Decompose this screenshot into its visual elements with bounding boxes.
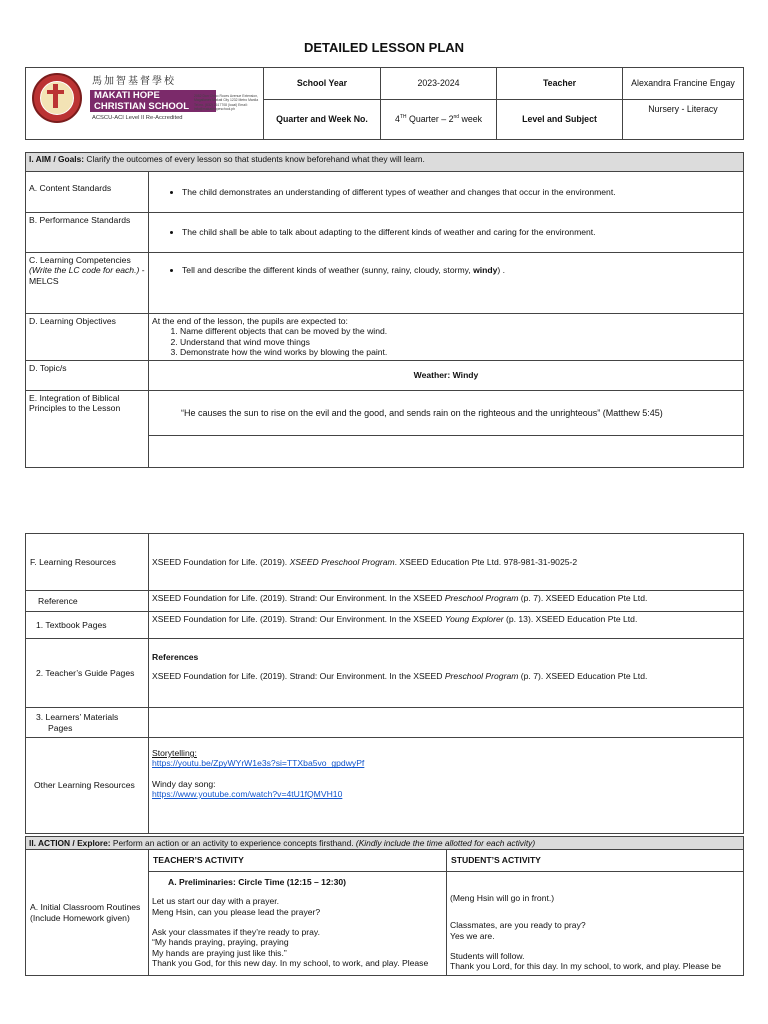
performance-standards-label: B. Performance Standards — [26, 213, 149, 253]
quarter-label: Quarter and Week No. — [264, 100, 381, 140]
other-resources — [149, 738, 744, 834]
header-table — [25, 67, 744, 140]
teacher-label: Teacher — [497, 68, 623, 100]
teachers-guide-pages: References XSEED Foundation for Life. (2019). Strand: Our Environment. In the XSEED Preschool Program (p. 7). XSEED Education Pte Ltd. — [149, 639, 744, 708]
school-name-line1: MAKATI HOPE — [90, 90, 216, 101]
action-heading: II. ACTION / Explore: Perform an action or an activity to experience concepts firsthand. (Kindly include the time allotted for each activity) — [26, 837, 744, 850]
objective-item: 3. Demonstrate how the wind works by blowing the paint. — [180, 347, 740, 357]
teacher-activity: A. Preliminaries: Circle Time (12:15 – 12:30) Let us start our day with a prayer. Meng Hsin, can you please lead the prayer? Ask your classmates if they’re ready to pray. “My hands praying, praying, praying My hands are praying just like this.” Thank you God, for this new day. In my school, to work, and play. Please — [149, 872, 447, 976]
textbook-pages-label: 1. Textbook Pages — [26, 612, 149, 639]
school-year-value: 2023-2024 — [381, 68, 497, 100]
resources-table — [25, 533, 744, 834]
learning-objectives: At the end of the lesson, the pupils are expected to: 1. Name different objects that can be moved by the wind. 2. Understand that wind move things 3. Demonstrate how the wind works by blowing the paint. — [149, 314, 744, 361]
performance-standards: • The child shall be able to talk about adapting to the different kinds of weather and caring for the environment. — [149, 213, 744, 253]
learning-resources: XSEED Foundation for Life. (2019). XSEED Preschool Program. XSEED Education Pte Ltd. 978-981-31-9025-2 — [149, 534, 744, 591]
level-label: Level and Subject — [497, 100, 623, 140]
reference-label: Reference — [26, 591, 149, 612]
textbook-pages: XSEED Foundation for Life. (2019). Strand: Our Environment. In the XSEED Young Explorer (p. 13). XSEED Education Pte Ltd. — [149, 612, 744, 639]
school-name-line2: CHRISTIAN SCHOOL — [90, 101, 216, 112]
learning-competencies-label: C. Learning Competencies (Write the LC code for each.) - MELCS — [26, 253, 149, 314]
page-title: DETAILED LESSON PLAN — [303, 40, 465, 55]
school-accreditation: ACSCU-ACI Level II Re-Accredited — [92, 115, 183, 121]
level-value: Nursery - Literacy — [623, 100, 744, 140]
school-address: 2052 Don Chino Roces Avenue Extension, Magallanes Makati City 1232 Metro Manila Tel.no. (632) 2617708 (local) Email: info@makatihopeschool.ph — [194, 94, 259, 112]
student-activity-header: STUDENT’S ACTIVITY — [447, 850, 744, 872]
content-standards: • The child demonstrates an understanding of different types of weather and changes that occur in the environment. — [149, 172, 744, 213]
school-logo — [26, 68, 264, 140]
topic: Weather: Windy — [149, 361, 744, 391]
school-seal-icon — [32, 73, 82, 123]
learners-materials-label: 3. Learners’ Materials Pages — [26, 708, 149, 738]
initial-routines-label: A. Initial Classroom Routines (Include Homework given) — [26, 850, 149, 976]
biblical-principles: “He causes the sun to rise on the evil and the good, and sends rain on the righteous and the unrighteous” (Matthew 5:45) — [149, 391, 744, 436]
aim-heading: I. AIM / Goals: Clarify the outcomes of every lesson so that students know beforehand what they will learn. — [26, 153, 744, 172]
storytelling-label: Storytelling: — [152, 748, 197, 758]
objective-item: 1. Name different objects that can be moved by the wind. — [180, 326, 740, 336]
teacher-activity-header: TEACHER’S ACTIVITY — [149, 850, 447, 872]
student-activity: (Meng Hsin will go in front.) Classmates, are you ready to pray? Yes we are. Students will follow. Thank you Lord, for this day. In my school, to work, and play. Please be — [447, 872, 744, 976]
action-table — [25, 836, 744, 976]
learning-competencies: • Tell and describe the different kinds of weather (sunny, rainy, cloudy, stormy, windy) . — [149, 253, 744, 314]
school-chinese-name: 馬加智基督學校 — [92, 76, 176, 87]
song-label: Windy day song: — [152, 778, 216, 789]
quarter-value: 4TH Quarter – 2nd week — [381, 100, 497, 140]
biblical-principles-label: E. Integration of Biblical Principles to the Lesson — [26, 391, 149, 468]
objective-item: 2. Understand that wind move things — [180, 337, 740, 347]
school-year-label: School Year — [264, 68, 381, 100]
empty-cell — [149, 436, 744, 468]
reference: XSEED Foundation for Life. (2019). Strand: Our Environment. In the XSEED Preschool Program (p. 7). XSEED Education Pte Ltd. — [149, 591, 744, 612]
storytelling-link[interactable]: https://youtu.be/ZpyWYrW1e3s?si=TTXba5vo_gpdwyPf — [152, 758, 365, 769]
topic-label: D. Topic/s — [26, 361, 149, 391]
teacher-value: Alexandra Francine Engay — [623, 68, 744, 100]
other-resources-label: Other Learning Resources — [26, 738, 149, 834]
aim-table — [25, 152, 744, 468]
learning-resources-label: F. Learning Resources — [26, 534, 149, 591]
teachers-guide-label: 2. Teacher’s Guide Pages — [26, 639, 149, 708]
learning-objectives-label: D. Learning Objectives — [26, 314, 149, 361]
learners-materials — [149, 708, 744, 738]
song-link[interactable]: https://www.youtube.com/watch?v=4tU1fQMVH10 — [152, 788, 343, 799]
content-standards-label: A. Content Standards — [26, 172, 149, 213]
